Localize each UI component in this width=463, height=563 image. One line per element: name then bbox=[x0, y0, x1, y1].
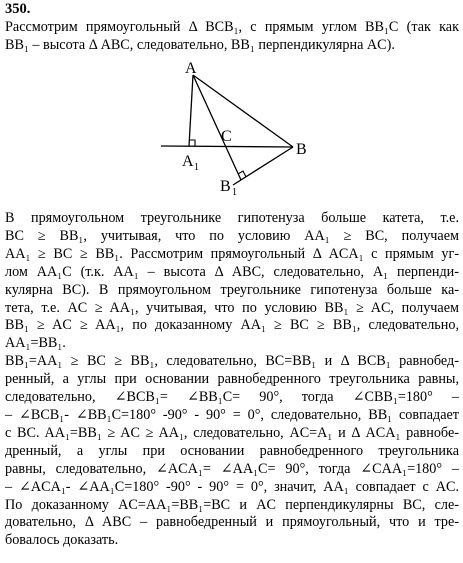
label-a1-subscript: 1 bbox=[194, 162, 199, 173]
proof-line: BB₁=AA₁ ≥ BC ≥ BB₁, следовательно, BC=BB₁ и Δ BCB₁ равнобед- bbox=[5, 353, 459, 370]
intro-line: Рассмотрим прямоугольный Δ BCB₁, с прямым углом BB₁C (так как bbox=[5, 19, 459, 35]
proof-line: бовалось доказать. bbox=[5, 532, 119, 549]
problem-number: 350. bbox=[5, 1, 31, 17]
label-a1: A bbox=[182, 153, 194, 170]
intro-line: BB₁ – высота Δ ABC, следовательно, BB₁ перпендикулярна AC). bbox=[5, 36, 395, 53]
proof-line: – ∠BCB₁- ∠BB₁C=180° -90° - 90° = 0°, следовательно, BB₁ совпадает bbox=[5, 406, 459, 423]
proof-line: AA₁ ≥ BC ≥ BB₁. Рассмотрим прямоугольный Δ ACA₁ с прямым уг- bbox=[5, 245, 459, 262]
segment-bc bbox=[161, 146, 293, 147]
label-b1: B bbox=[220, 178, 231, 195]
proof-line: равны, следовательно, ∠ACA₁= ∠AA₁C= 90°, тогда ∠CAA₁=180° – bbox=[5, 460, 459, 477]
proof-line: ренный, а углы при основании равнобедренного треугольника равны, bbox=[5, 371, 459, 388]
label-b: B bbox=[296, 141, 307, 158]
segment-ab bbox=[193, 75, 293, 147]
proof-line: AA₁=BB₁. bbox=[5, 335, 66, 352]
proof-line: тета, т.е. AC ≥ AA₁, учитывая, что по условию BB₁ ≥ AC, получаем bbox=[5, 299, 459, 316]
segment-ab1 bbox=[193, 75, 241, 180]
proof-line: По доказанному AC=AA₁=BB₁=BC и AC перпендикулярны BC, сле- bbox=[5, 496, 459, 513]
proof-line: BB₁ ≥ AC ≥ AA₁, по доказанному AA₁ ≥ BC ≥ BB₁, следовательно, bbox=[5, 317, 459, 334]
proof-line: BC ≥ BB₁, учитывая, что по условию AA₁ ≥ BC, получаем bbox=[5, 227, 459, 244]
proof-line: дренный, а углы при основании равнобедренного треугольника bbox=[5, 442, 459, 459]
label-c: C bbox=[221, 128, 232, 145]
proof-line: кулярна BC). В прямоугольном треугольнике гипотенуза больше ка- bbox=[5, 281, 459, 298]
proof-line: с BC. AA₁=BB₁ ≥ AC ≥ AA₁, следовательно, AC=A₁ и Δ ACA₁ равнобе- bbox=[5, 424, 459, 441]
proof-line: довательно, Δ ABC – равнобедренный и прямоугольный, что и тре- bbox=[5, 514, 459, 531]
proof-line: лом AA₁C (т.к. AA₁ – высота Δ ABC, следовательно, A₁ перпенди- bbox=[5, 263, 459, 280]
proof-line: следовательно, ∠BCB₁= ∠BB₁C= 90°, тогда ∠CBB₁=180° – bbox=[5, 389, 459, 406]
label-b1-subscript: 1 bbox=[232, 187, 237, 198]
segment-b1b bbox=[233, 147, 293, 185]
proof-paragraph bbox=[5, 210, 459, 550]
proof-line: В прямоугольном треугольнике гипотенуза больше катета, т.е. bbox=[5, 210, 459, 226]
label-a: A bbox=[185, 60, 197, 77]
proof-line: – ∠ACA₁- ∠AA₁C=180° -90° - 90° = 0°, значит, AA₁ совпадает с AC. bbox=[5, 478, 459, 495]
segment-aa1 bbox=[189, 75, 193, 146]
